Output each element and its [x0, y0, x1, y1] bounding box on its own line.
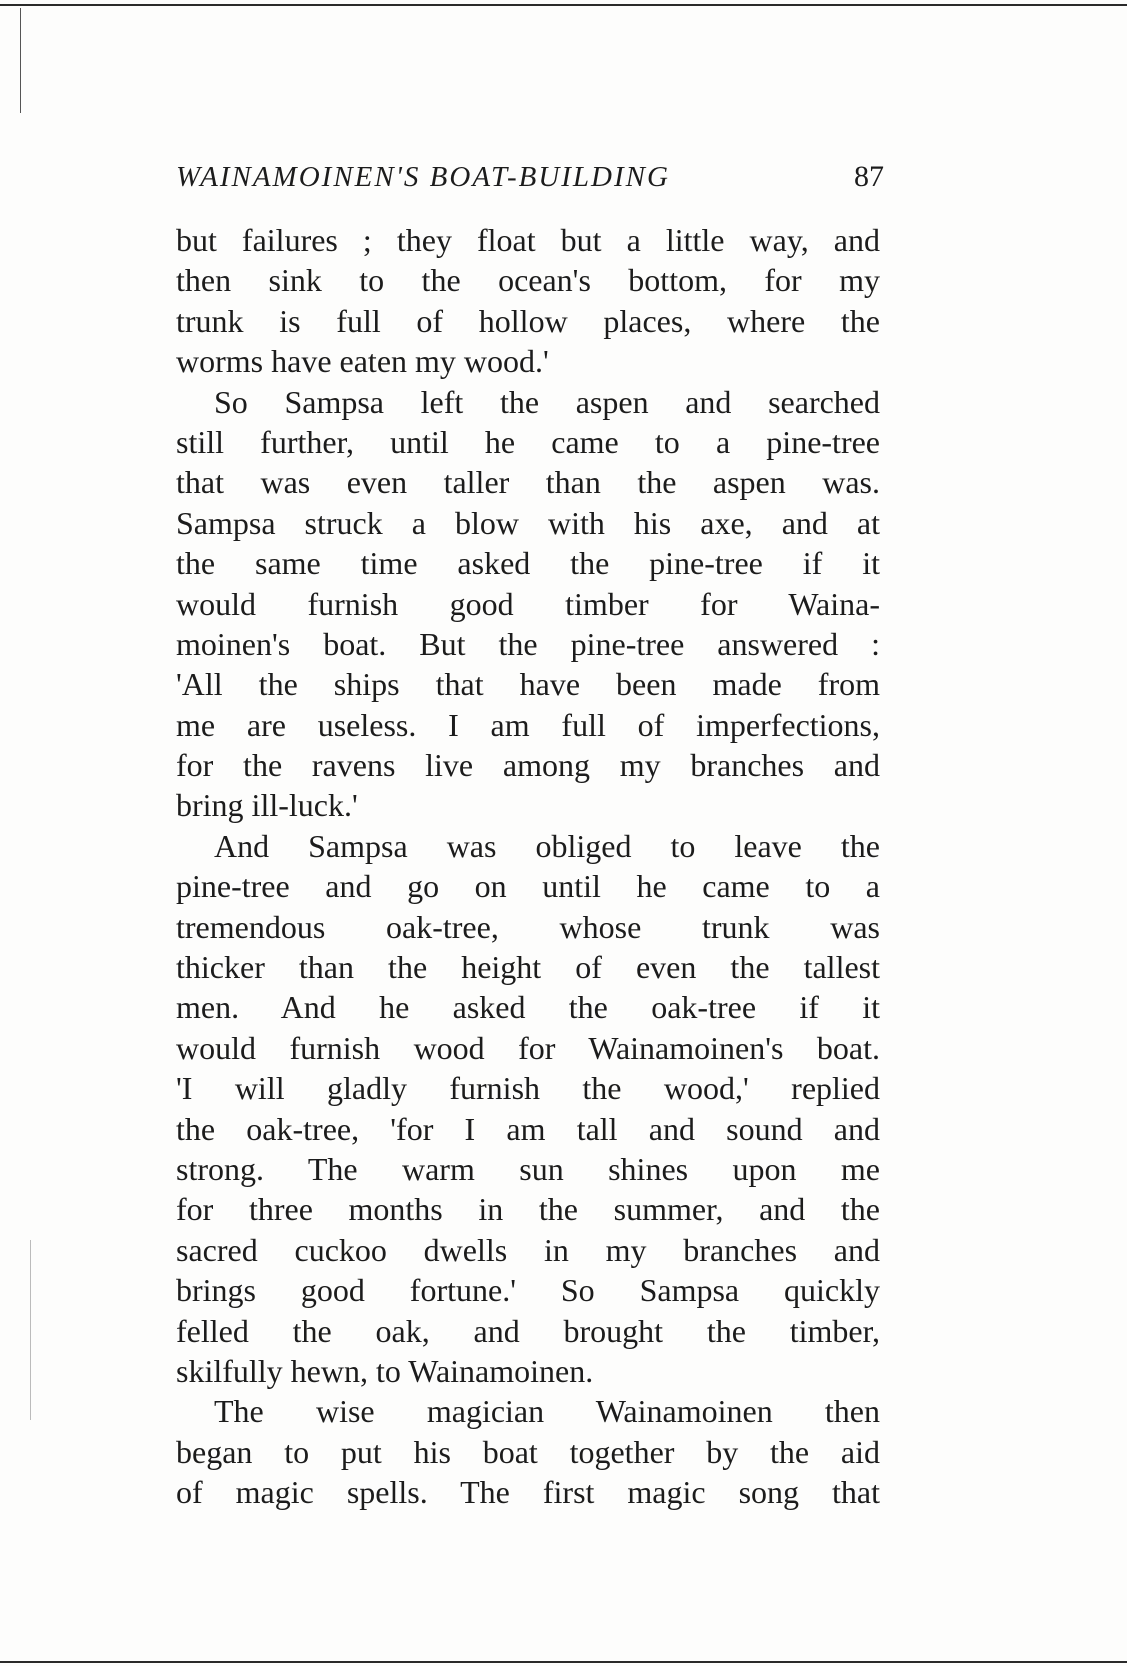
- text-line: pine-tree and go on until he came to a: [176, 868, 880, 905]
- paragraph-3: [176, 826, 880, 1391]
- text-line: felled the oak, and brought the timber,: [176, 1312, 880, 1349]
- paragraph-4: [176, 1391, 880, 1512]
- text-line: The wise magician Wainamoinen then: [214, 1393, 880, 1430]
- text-line: sacred cuckoo dwells in my branches and: [176, 1231, 880, 1268]
- text-line: tremendous oak-tree, whose trunk was: [176, 908, 880, 945]
- text-line: of magic spells. The first magic song that: [176, 1474, 880, 1511]
- top-edge-rule: [0, 4, 1127, 6]
- text-line: moinen's boat. But the pine-tree answered :: [176, 625, 880, 662]
- text-line: bring ill-luck.': [176, 787, 358, 824]
- body-text: [176, 220, 880, 1513]
- text-line: but failures ; they float but a little way, and: [176, 222, 880, 258]
- text-line: for the ravens live among my branches and: [176, 747, 880, 784]
- text-line: So Sampsa left the aspen and searched: [214, 383, 880, 420]
- text-line: me are useless. I am full of imperfections,: [176, 706, 880, 743]
- paragraph-2: [176, 382, 880, 826]
- text-line: 'All the ships that have been made from: [176, 666, 880, 703]
- text-line: worms have eaten my wood.': [176, 343, 549, 380]
- text-line: the same time asked the pine-tree if it: [176, 545, 880, 582]
- text-line: still further, until he came to a pine-tree: [176, 423, 880, 460]
- text-line: strong. The warm sun shines upon me: [176, 1150, 880, 1187]
- text-line: the oak-tree, 'for I am tall and sound and: [176, 1110, 880, 1147]
- text-line: thicker than the height of even the tallest: [176, 949, 880, 986]
- binding-shadow: [20, 8, 21, 113]
- text-line: then sink to the ocean's bottom, for my: [176, 262, 880, 299]
- binding-shadow-lower: [30, 1240, 31, 1420]
- text-line: men. And he asked the oak-tree if it: [176, 989, 880, 1026]
- page-number: 87: [854, 160, 884, 193]
- bottom-edge-rule: [0, 1661, 1127, 1663]
- text-line: would furnish good timber for Waina-: [176, 585, 880, 622]
- running-head: [176, 160, 884, 204]
- text-line: would furnish wood for Wainamoinen's boat.: [176, 1029, 880, 1066]
- text-line: trunk is full of hollow places, where the: [176, 302, 880, 339]
- text-line: skilfully hewn, to Wainamoinen.: [176, 1352, 594, 1389]
- paragraph-1: [176, 220, 880, 382]
- text-line: for three months in the summer, and the: [176, 1191, 880, 1228]
- chapter-title: WAINAMOINEN'S BOAT-BUILDING: [176, 161, 670, 193]
- text-line: 'I will gladly furnish the wood,' replied: [176, 1070, 880, 1107]
- text-line: began to put his boat together by the aid: [176, 1433, 880, 1470]
- text-line: that was even taller than the aspen was.: [176, 464, 880, 501]
- text-line: Sampsa struck a blow with his axe, and at: [176, 504, 880, 541]
- text-line: brings good fortune.' So Sampsa quickly: [176, 1272, 880, 1309]
- text-line: And Sampsa was obliged to leave the: [214, 827, 880, 864]
